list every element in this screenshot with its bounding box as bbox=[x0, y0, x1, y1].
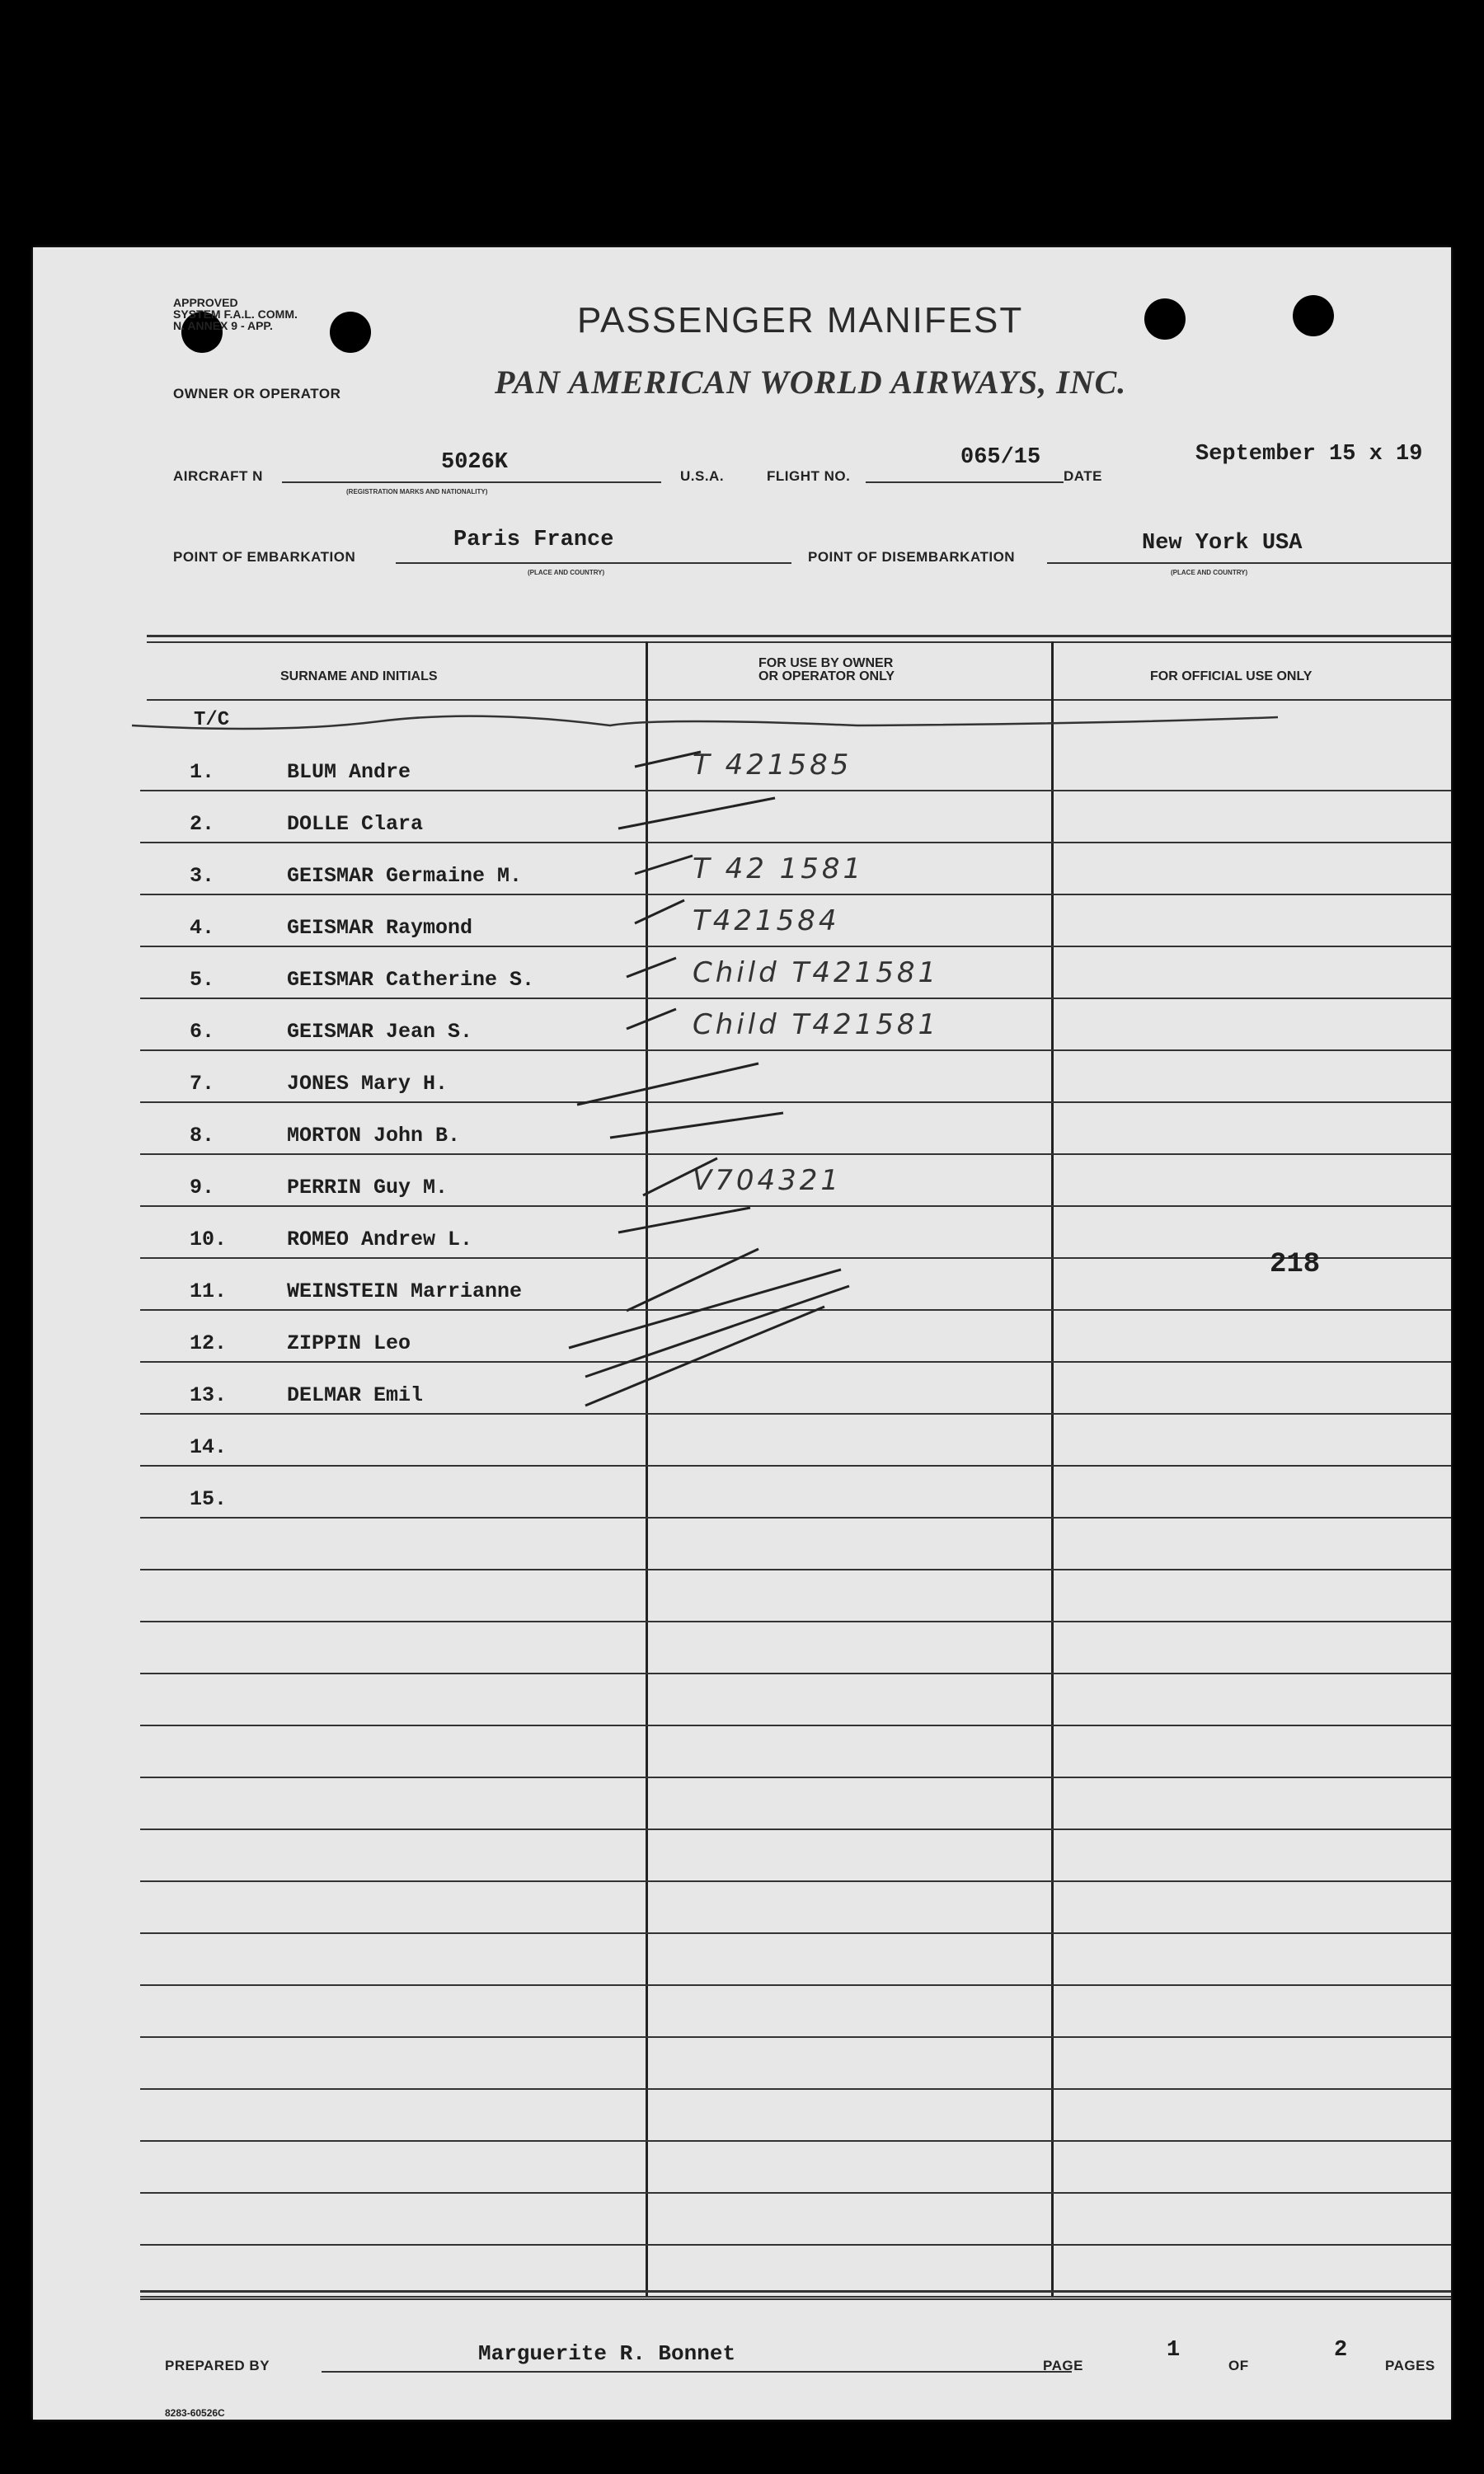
pages-value: 2 bbox=[1334, 2338, 1348, 2363]
col-header-official-use: FOR OFFICIAL USE ONLY bbox=[1150, 669, 1313, 683]
row-number: 11. bbox=[190, 1279, 228, 1303]
passenger-name: GEISMAR Raymond bbox=[287, 916, 473, 940]
operator-note: T 42 1581 bbox=[693, 852, 865, 885]
row-number: 14. bbox=[190, 1435, 228, 1459]
flight-label: FLIGHT NO. bbox=[767, 468, 851, 484]
owner-label: OWNER OR OPERATOR bbox=[173, 386, 341, 401]
passenger-name: DOLLE Clara bbox=[287, 812, 424, 836]
col-header-owner-use-1: FOR USE BY OWNER bbox=[758, 656, 894, 670]
of-label: OF bbox=[1228, 2358, 1249, 2373]
date-label: DATE bbox=[1064, 468, 1103, 484]
passenger-name: ZIPPIN Leo bbox=[287, 1331, 411, 1355]
passenger-name: DELMAR Emil bbox=[287, 1383, 424, 1407]
airline-name: PAN AMERICAN WORLD AIRWAYS, INC. bbox=[495, 364, 1127, 401]
passenger-name: PERRIN Guy M. bbox=[287, 1176, 448, 1199]
passenger-name: WEINSTEIN Marrianne bbox=[287, 1279, 523, 1303]
manifest-page bbox=[33, 247, 1451, 2420]
row-number: 9. bbox=[190, 1176, 215, 1199]
row-number: 2. bbox=[190, 812, 215, 836]
disembarkation-value: New York USA bbox=[1142, 531, 1303, 556]
official-mark: 218 bbox=[1270, 1249, 1321, 1280]
nationality: U.S.A. bbox=[680, 468, 725, 484]
prepared-underline bbox=[322, 2371, 1072, 2373]
passenger-name: GEISMAR Germaine M. bbox=[287, 864, 523, 888]
passenger-name: GEISMAR Catherine S. bbox=[287, 968, 535, 992]
passenger-name: GEISMAR Jean S. bbox=[287, 1020, 473, 1044]
pages-label: PAGES bbox=[1385, 2358, 1435, 2373]
page-title: PASSENGER MANIFEST bbox=[577, 300, 1024, 340]
operator-note: V704321 bbox=[693, 1164, 843, 1197]
registration-caption: (REGISTRATION MARKS AND NATIONALITY) bbox=[346, 488, 488, 495]
passenger-name: MORTON John B. bbox=[287, 1124, 461, 1148]
handwritten-strokes bbox=[33, 247, 1451, 2420]
row-number: 4. bbox=[190, 916, 215, 940]
row-number: 1. bbox=[190, 760, 215, 784]
disembarkation-place-caption: (PLACE AND COUNTRY) bbox=[1171, 569, 1248, 576]
row-number: 15. bbox=[190, 1487, 228, 1511]
aircraft-label: AIRCRAFT N bbox=[173, 468, 263, 484]
row-number: 8. bbox=[190, 1124, 215, 1148]
embarkation-place-caption: (PLACE AND COUNTRY) bbox=[528, 569, 605, 576]
passenger-name: ROMEO Andrew L. bbox=[287, 1228, 473, 1251]
operator-note: T421584 bbox=[693, 904, 840, 937]
aircraft-value: 5026K bbox=[441, 450, 509, 475]
approved-line-2: SYSTEM F.A.L. COMM. bbox=[173, 307, 298, 321]
row-number: 13. bbox=[190, 1383, 228, 1407]
embarkation-value: Paris France bbox=[453, 528, 614, 552]
flight-value: 065/15 bbox=[960, 445, 1041, 470]
approved-line-3: N. ANNEX 9 - APP. bbox=[173, 319, 273, 332]
tc-strike-line bbox=[132, 716, 1278, 729]
passenger-name: BLUM Andre bbox=[287, 760, 411, 784]
approved-line-1: APPROVED bbox=[173, 296, 238, 309]
passenger-name: JONES Mary H. bbox=[287, 1072, 448, 1096]
row-number: 3. bbox=[190, 864, 215, 888]
col-header-owner-use-2: OR OPERATOR ONLY bbox=[758, 669, 895, 683]
date-value: September 15 x 19 bbox=[1195, 442, 1423, 467]
prepared-label: PREPARED BY bbox=[165, 2358, 270, 2373]
prepared-value: Marguerite R. Bonnet bbox=[478, 2341, 736, 2366]
row-number: 12. bbox=[190, 1331, 228, 1355]
col-header-surname: SURNAME AND INITIALS bbox=[280, 669, 438, 683]
form-number: 8283-60526C bbox=[165, 2407, 225, 2419]
disembarkation-label: POINT OF DISEMBARKATION bbox=[808, 549, 1016, 565]
tc-label: T/C bbox=[194, 709, 230, 731]
row-number: 7. bbox=[190, 1072, 215, 1096]
page-value: 1 bbox=[1167, 2338, 1181, 2363]
operator-note: T 421585 bbox=[693, 749, 852, 782]
row-number: 10. bbox=[190, 1228, 228, 1251]
operator-note: Child T421581 bbox=[693, 1008, 940, 1041]
operator-note: Child T421581 bbox=[693, 956, 940, 989]
row-number: 5. bbox=[190, 968, 215, 992]
page-label: PAGE bbox=[1043, 2358, 1083, 2373]
embarkation-label: POINT OF EMBARKATION bbox=[173, 549, 356, 565]
row-number: 6. bbox=[190, 1020, 215, 1044]
